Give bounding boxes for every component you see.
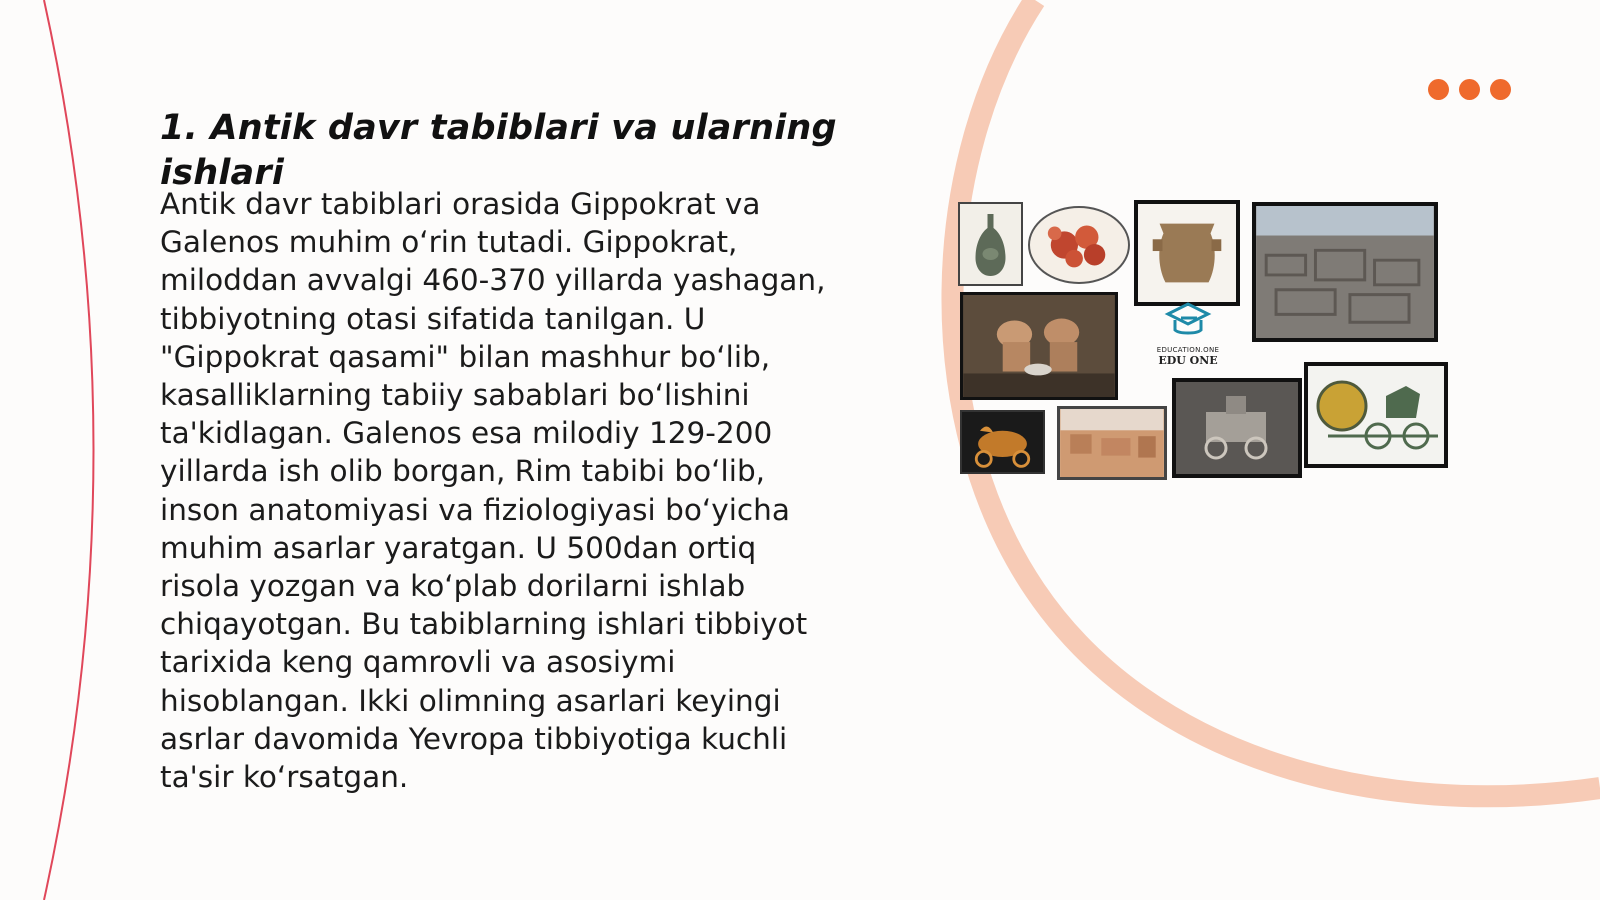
graduation-cap-icon xyxy=(1163,300,1213,340)
red-coral-photo xyxy=(1028,206,1130,284)
green-vase-photo xyxy=(958,202,1023,286)
decorative-dots xyxy=(1428,79,1511,100)
logo-small-text: EDUCATION.ONE xyxy=(1156,346,1220,354)
clay-pot-photo xyxy=(1134,200,1240,306)
ancient-workers-photo xyxy=(960,292,1118,400)
logo-brand-text: EDU ONE xyxy=(1158,354,1218,367)
left-red-curve xyxy=(44,0,94,900)
edu-one-logo xyxy=(1148,300,1228,378)
desert-ruins-photo xyxy=(1057,406,1167,480)
bronze-bird-cart-photo xyxy=(960,410,1045,474)
sun-chariot-photo xyxy=(1304,362,1448,468)
slide-body-text: Antik davr tabiblari orasida Gippokrat va Galenos muhim o‘rin tutadi. Gippokrat, miloddan avvalgi 460-370 yillarda yashagan, tibbiyotning otasi sifatida tanilgan. U "Gippokrat qasami" bilan mashhur bo‘lib, kasalliklarning tabiiy sabablari bo‘lishini ta'kidlagan. Galenos esa milodiy 129-200 yillarda ish olib borgan, Rim tabibi bo‘lib, inson anatomiyasi va fiziologiyasi bo‘yicha muhim asarlar yaratgan. U 500dan ortiq risola yozgan va ko‘plab dorilarni ishlab chiqayotgan. Bu tabiblarning ishlari tibbiyot tarixida keng qamrovli va asosiymi hisoblangan. Ikki olimning asarlari keyingi asrlar davomida Yevropa tibbiyotiga kuchli ta'sir ko‘rsatgan. xyxy=(160,187,826,795)
dot-1 xyxy=(1428,79,1449,100)
dot-3 xyxy=(1490,79,1511,100)
slide-title: 1. Antik davr tabiblari va ularning ishlari xyxy=(160,108,837,193)
dot-2 xyxy=(1459,79,1480,100)
ancient-machine-photo xyxy=(1172,378,1302,478)
ancient-ruins-aerial-photo xyxy=(1252,202,1438,342)
